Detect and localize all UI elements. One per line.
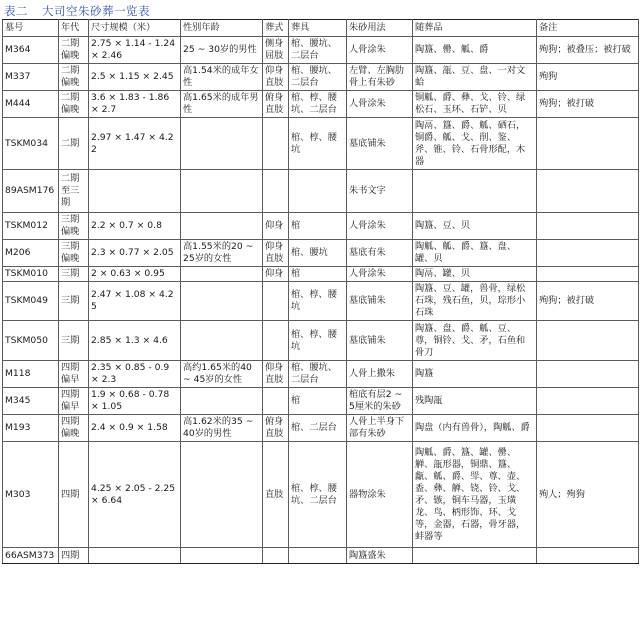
cinnabar-use-cell: 人骨涂朱 — [347, 267, 413, 282]
table-row — [3, 37, 639, 64]
dimensions-cell: 2.5 × 1.15 × 2.45 — [89, 64, 181, 91]
posture-cell: 俯身直肢 — [263, 415, 289, 442]
header-notes: 备注 — [537, 20, 639, 37]
period-cell: 三期 — [59, 321, 89, 361]
period-cell: 四期 — [59, 548, 89, 564]
dimensions-cell: 2.85 × 1.3 × 4.6 — [89, 321, 181, 361]
coffin-cell: 棺 — [289, 213, 347, 240]
table-row — [3, 548, 639, 564]
header-dimensions: 尺寸规模（米） — [89, 20, 181, 37]
grave-goods-cell: 陶簋 — [413, 361, 537, 388]
cinnabar-use-cell: 人骨涂朱 — [347, 213, 413, 240]
tomb-id-cell: M193 — [3, 415, 59, 442]
cinnabar-use-cell: 墓底铺朱 — [347, 321, 413, 361]
dimensions-cell — [89, 170, 181, 213]
notes-cell: 殉人；殉狗 — [537, 442, 639, 548]
coffin-cell: 棺、椁、腰坑 — [289, 282, 347, 321]
tomb-id-cell: 89ASM176 — [3, 170, 59, 213]
cinnabar-use-cell: 墓底铺朱 — [347, 118, 413, 170]
grave-goods-cell: 陶簋、瓿、豆、盘、一对文蛤 — [413, 64, 537, 91]
posture-cell: 俯身直肢 — [263, 91, 289, 118]
sex-age-cell — [181, 282, 263, 321]
sex-age-cell: 高1.65米的成年男性 — [181, 91, 263, 118]
table-row — [3, 240, 639, 267]
header-coffin: 葬具 — [289, 20, 347, 37]
posture-cell — [263, 282, 289, 321]
cinnabar-use-cell: 棺底有层2 ~ 5厘米的朱砂 — [347, 388, 413, 415]
notes-cell — [537, 118, 639, 170]
table-header-row — [3, 20, 639, 37]
dimensions-cell: 2.4 × 0.9 × 1.58 — [89, 415, 181, 442]
table-row — [3, 64, 639, 91]
posture-cell — [263, 388, 289, 415]
notes-cell: 殉狗 — [537, 64, 639, 91]
dimensions-cell: 1.9 × 0.68 - 0.78 × 1.05 — [89, 388, 181, 415]
posture-cell: 直肢 — [263, 442, 289, 548]
period-cell: 二期偏晚 — [59, 64, 89, 91]
header-sex-age: 性别年龄 — [181, 20, 263, 37]
table-caption — [4, 3, 150, 19]
header-grave-goods: 随葬品 — [413, 20, 537, 37]
coffin-cell: 棺、椁、腰坑、二层台 — [289, 91, 347, 118]
dimensions-cell: 2.2 × 0.7 × 0.8 — [89, 213, 181, 240]
sex-age-cell: 高1.54米的成年女性 — [181, 64, 263, 91]
tomb-id-cell: TSKM049 — [3, 282, 59, 321]
tomb-id-cell: M345 — [3, 388, 59, 415]
cinnabar-use-cell: 墓底有朱 — [347, 240, 413, 267]
period-cell: 三期 — [59, 267, 89, 282]
tomb-id-cell: 66ASM373 — [3, 548, 59, 564]
coffin-cell: 棺、二层台 — [289, 415, 347, 442]
posture-cell — [263, 170, 289, 213]
header-burial-posture: 葬式 — [263, 20, 289, 37]
table-row — [3, 170, 639, 213]
posture-cell: 侧身屈肢 — [263, 37, 289, 64]
tomb-id-cell: M364 — [3, 37, 59, 64]
period-cell: 三期 — [59, 282, 89, 321]
sex-age-cell — [181, 267, 263, 282]
grave-goods-cell: 铜觚、爵、彝、戈、铃、绿松石、玉环、石铲、贝 — [413, 91, 537, 118]
table-row — [3, 267, 639, 282]
table-row — [3, 442, 639, 548]
header-tomb-id: 墓号 — [3, 20, 59, 37]
period-cell: 二期偏晚 — [59, 91, 89, 118]
grave-goods-cell: 陶簋、罍、觚、爵 — [413, 37, 537, 64]
cinnabar-use-cell: 墓底铺朱 — [347, 282, 413, 321]
notes-cell — [537, 388, 639, 415]
posture-cell: 仰身 — [263, 213, 289, 240]
grave-goods-cell: 陶觚、爵、簋、罐、罍、觯、瓿形器，铜鼎、簋、甗、觚、爵、斝、尊、壶、盉、彝、觯、铙、铃、戈、矛、镞，铜车马器，玉璜龙、鸟、柄形饰、环、戈等，金器，石器，骨牙器，蚌器等 — [413, 442, 537, 548]
coffin-cell: 棺、腰坑 — [289, 240, 347, 267]
period-cell: 四期偏早 — [59, 388, 89, 415]
cinnabar-use-cell: 人骨涂朱 — [347, 37, 413, 64]
dimensions-cell — [89, 548, 181, 564]
coffin-cell: 棺、椁、腰坑、二层台 — [289, 442, 347, 548]
table-row — [3, 415, 639, 442]
posture-cell — [263, 321, 289, 361]
notes-cell — [537, 213, 639, 240]
coffin-cell: 棺、椁、腰坑 — [289, 118, 347, 170]
notes-cell — [537, 170, 639, 213]
coffin-cell: 棺、椁、腰坑 — [289, 321, 347, 361]
grave-goods-cell: 陶觚、觚、爵、簋、盘、罐、贝 — [413, 240, 537, 267]
dimensions-cell: 2.3 × 0.77 × 2.05 — [89, 240, 181, 267]
table-row — [3, 282, 639, 321]
table-body — [3, 37, 639, 564]
grave-goods-cell: 残陶瓿 — [413, 388, 537, 415]
posture-cell — [263, 548, 289, 564]
notes-cell: 殉狗；被打破 — [537, 91, 639, 118]
cinnabar-use-cell: 朱书文字 — [347, 170, 413, 213]
notes-cell — [537, 321, 639, 361]
coffin-cell — [289, 170, 347, 213]
sex-age-cell: 25 ~ 30岁的男性 — [181, 37, 263, 64]
period-cell: 二期 — [59, 118, 89, 170]
sex-age-cell: 高1.62米的35 ~ 40岁的男性 — [181, 415, 263, 442]
coffin-cell: 棺、腰坑、二层台 — [289, 64, 347, 91]
tomb-id-cell: M206 — [3, 240, 59, 267]
tomb-id-cell: M444 — [3, 91, 59, 118]
tomb-id-cell: M337 — [3, 64, 59, 91]
dimensions-cell: 3.6 × 1.83 - 1.86 × 2.7 — [89, 91, 181, 118]
sex-age-cell: 高约1.65米的40 ~ 45岁的女性 — [181, 361, 263, 388]
table-row — [3, 388, 639, 415]
posture-cell — [263, 118, 289, 170]
tomb-id-cell: TSKM010 — [3, 267, 59, 282]
posture-cell: 仰身直肢 — [263, 64, 289, 91]
header-cinnabar-use: 朱砂用法 — [347, 20, 413, 37]
cinnabar-use-cell: 陶簋盛朱 — [347, 548, 413, 564]
cinnabar-use-cell: 人骨上撒朱 — [347, 361, 413, 388]
sex-age-cell — [181, 118, 263, 170]
grave-goods-cell — [413, 548, 537, 564]
dimensions-cell: 2 × 0.63 × 0.95 — [89, 267, 181, 282]
period-cell: 四期偏早 — [59, 361, 89, 388]
caption-number: 表二 — [4, 4, 28, 18]
dimensions-cell: 2.47 × 1.08 × 4.25 — [89, 282, 181, 321]
coffin-cell: 棺 — [289, 267, 347, 282]
cinnabar-use-cell: 器物涂朱 — [347, 442, 413, 548]
table-row — [3, 118, 639, 170]
tomb-id-cell: TSKM034 — [3, 118, 59, 170]
period-cell: 四期偏晚 — [59, 415, 89, 442]
grave-goods-cell: 陶鬲、罐、贝 — [413, 267, 537, 282]
grave-goods-cell: 陶鬲、簋、爵、觚、硒石，铜爵、觚、戈、削、鉴、斧、锥、铃、石骨形配，木器 — [413, 118, 537, 170]
dimensions-cell: 2.75 × 1.14 - 1.24 × 2.46 — [89, 37, 181, 64]
tomb-id-cell: TSKM050 — [3, 321, 59, 361]
cinnabar-use-cell: 左臂、左胸肋骨上有朱砂 — [347, 64, 413, 91]
grave-goods-cell: 陶簋、豆、贝 — [413, 213, 537, 240]
tomb-id-cell: M118 — [3, 361, 59, 388]
table-row — [3, 91, 639, 118]
sex-age-cell — [181, 321, 263, 361]
notes-cell — [537, 361, 639, 388]
sex-age-cell — [181, 213, 263, 240]
coffin-cell: 棺 — [289, 388, 347, 415]
notes-cell — [537, 240, 639, 267]
caption-title: 大司空朱砂葬一览表 — [42, 4, 150, 18]
period-cell: 三期偏晚 — [59, 240, 89, 267]
period-cell: 三期偏晚 — [59, 213, 89, 240]
table-row — [3, 361, 639, 388]
burial-table — [2, 19, 639, 564]
coffin-cell: 棺、腰坑、二层台 — [289, 361, 347, 388]
posture-cell: 仰身直肢 — [263, 361, 289, 388]
grave-goods-cell — [413, 170, 537, 213]
sex-age-cell — [181, 548, 263, 564]
sex-age-cell — [181, 442, 263, 548]
notes-cell: 殉狗；被打破 — [537, 282, 639, 321]
dimensions-cell: 2.35 × 0.85 - 0.9 × 2.3 — [89, 361, 181, 388]
sex-age-cell — [181, 388, 263, 415]
sex-age-cell: 高1.55米的20 ~ 25岁的女性 — [181, 240, 263, 267]
tomb-id-cell: TSKM012 — [3, 213, 59, 240]
posture-cell: 仰身直肢 — [263, 240, 289, 267]
coffin-cell: 棺、腰坑、二层台 — [289, 37, 347, 64]
period-cell: 四期 — [59, 442, 89, 548]
cinnabar-use-cell: 人骨涂朱 — [347, 91, 413, 118]
notes-cell — [537, 548, 639, 564]
notes-cell: 殉狗；被叠压；被打破 — [537, 37, 639, 64]
grave-goods-cell: 陶盘（内有兽骨），陶觚、爵 — [413, 415, 537, 442]
sex-age-cell — [181, 170, 263, 213]
coffin-cell — [289, 548, 347, 564]
table-row — [3, 213, 639, 240]
grave-goods-cell: 陶簋、豆、罐，兽骨，绿松石珠，残石鱼，贝，琮形小石珠 — [413, 282, 537, 321]
table-row — [3, 321, 639, 361]
dimensions-cell: 2.97 × 1.47 × 4.22 — [89, 118, 181, 170]
tomb-id-cell: M303 — [3, 442, 59, 548]
period-cell: 二期至三期 — [59, 170, 89, 213]
posture-cell: 仰身 — [263, 267, 289, 282]
notes-cell — [537, 415, 639, 442]
grave-goods-cell: 陶簋、盘、爵、觚、豆、尊，铜铃、戈、矛，石鱼和骨刀 — [413, 321, 537, 361]
period-cell: 二期偏晚 — [59, 37, 89, 64]
header-period: 年代 — [59, 20, 89, 37]
notes-cell — [537, 267, 639, 282]
cinnabar-use-cell: 人骨上半身下部有朱砂 — [347, 415, 413, 442]
dimensions-cell: 4.25 × 2.05 - 2.25 × 6.64 — [89, 442, 181, 548]
